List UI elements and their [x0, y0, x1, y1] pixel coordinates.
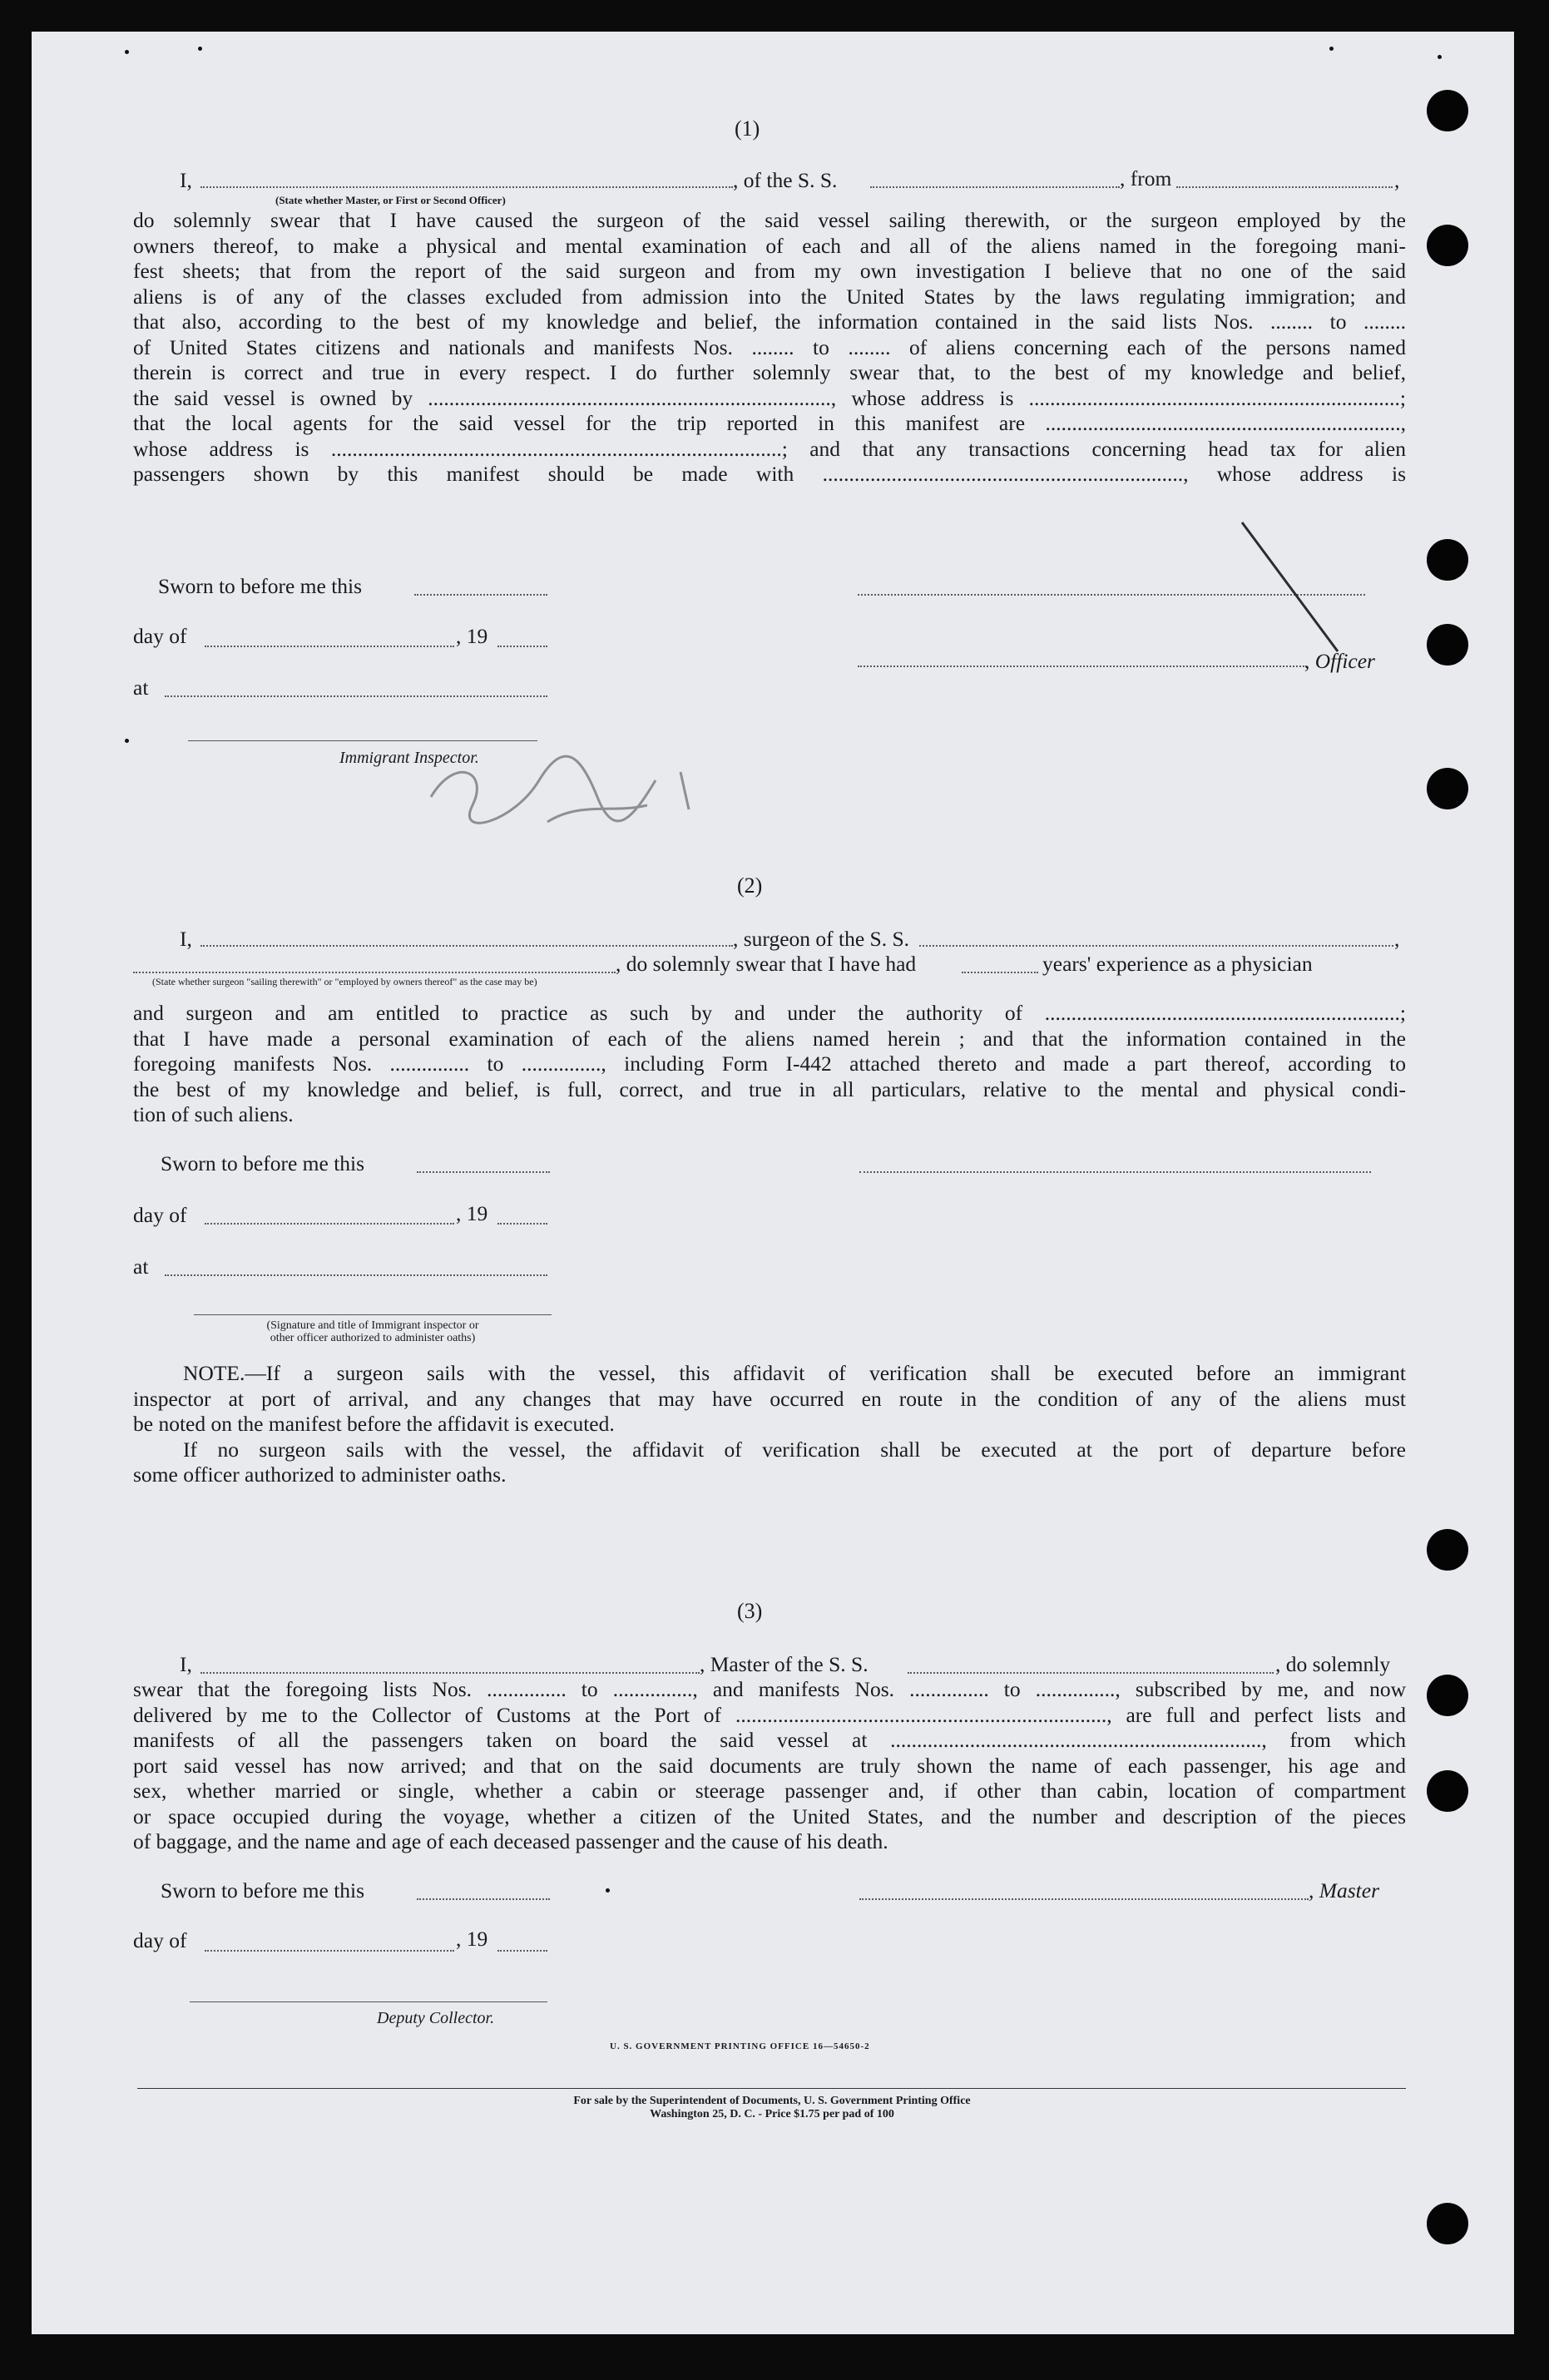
- sworn-date-field[interactable]: [414, 594, 547, 596]
- inspector-signature-line[interactable]: [194, 1314, 552, 1315]
- master-label: , Master: [1309, 1878, 1379, 1903]
- day-of-label: day of: [133, 624, 187, 648]
- day-field[interactable]: [205, 1950, 454, 1952]
- from-port-field[interactable]: [1176, 186, 1393, 188]
- sworn-date-field[interactable]: [417, 1898, 550, 1900]
- gpo-imprint: U. S. GOVERNMENT PRINTING OFFICE 16—54650-2: [610, 2041, 870, 2051]
- body-line: that also, according to the best of my knowledge and belief, the information contained in the said lists Nos. ........ to ........: [133, 309, 1406, 334]
- stamp-ghost-text: [897, 539, 1313, 739]
- section-1-body: [133, 208, 1406, 487]
- body-line: delivered by me to the Collector of Customs at the Port of ......................................................................, are full and perfect lists and: [133, 1702, 1406, 1727]
- body-line: and surgeon and am entitled to practice as such by and under the authority of ...................................................................;: [133, 1001, 1406, 1025]
- year-label: , 19: [456, 624, 488, 648]
- at-label: at: [133, 675, 149, 700]
- note-line: some officer authorized to administer oaths.: [133, 1462, 507, 1487]
- surgeon-name-field[interactable]: [200, 945, 733, 947]
- note-line: be noted on the manifest before the affidavit is executed.: [133, 1412, 615, 1436]
- year-field[interactable]: [497, 1950, 547, 1952]
- binder-hole: [1427, 1770, 1468, 1812]
- surgeon-vessel-field[interactable]: [919, 945, 1393, 947]
- collector-label: Deputy Collector.: [377, 2009, 495, 2027]
- years-label: years' experience as a physician: [1042, 952, 1313, 976]
- sig-note-2: other officer authorized to administer oaths): [270, 1332, 476, 1344]
- sale-notice-2: Washington 25, D. C. - Price $1.75 per pad of 100: [650, 2108, 894, 2120]
- inspector-label: Immigrant Inspector.: [339, 749, 479, 767]
- binder-hole: [1427, 1529, 1468, 1571]
- binder-hole: [1427, 624, 1468, 666]
- officer-label: , Officer: [1304, 649, 1375, 673]
- body-line: foregoing manifests Nos. ............... to ..............., including Form I-442 attached thereto and made a part thereof, according to: [133, 1051, 1406, 1076]
- section-2-note: [133, 1361, 1406, 1488]
- body-line: the said vessel is owned by ............................................................................, whose address is ......................................................................;: [133, 385, 1406, 410]
- place-field[interactable]: [165, 695, 547, 697]
- section-3-body: [133, 1677, 1406, 1855]
- years-field[interactable]: [962, 972, 1038, 973]
- place-field[interactable]: [165, 1274, 547, 1276]
- day-of-label: day of: [133, 1928, 187, 1952]
- body-line: therein is correct and true in every respect. I do further solemnly swear that, to the best of my knowledge and belief,: [133, 360, 1406, 384]
- body-line: of United States citizens and nationals and manifests Nos. ........ to ........ of aliens concerning each of the persons named: [133, 334, 1406, 359]
- surgeon-note: (State whether surgeon "sailing therewith" or "employed by owners thereof" as the case may be): [152, 976, 537, 987]
- section-2-body: [133, 1001, 1406, 1128]
- section-1-number: (1): [735, 116, 760, 141]
- sale-notice-1: For sale by the Superintendent of Documents, U. S. Government Printing Office: [573, 2095, 971, 2107]
- signature-scribble: [381, 722, 797, 839]
- body-line: sex, whether married or single, whether a cabin or steerage passenger and, if other than cabin, location of compartment: [133, 1779, 1406, 1803]
- binder-hole: [1427, 768, 1468, 809]
- section-1-i: I,: [180, 168, 192, 192]
- section-2-number: (2): [737, 873, 763, 898]
- master-of-label: , Master of the S. S.: [700, 1652, 869, 1676]
- body-line: that I have made a personal examination of each of the aliens named herein ; and that the information contained in the: [133, 1026, 1406, 1051]
- binder-hole: [1427, 225, 1468, 266]
- year-field[interactable]: [497, 646, 547, 647]
- swear-label: , do solemnly swear that I have had: [616, 952, 917, 976]
- note-line: If no surgeon sails with the vessel, the affidavit of verification shall be executed at the port of departure before: [183, 1437, 1406, 1462]
- comma: ,: [1394, 168, 1400, 192]
- from-label: , from: [1120, 166, 1172, 190]
- speck: [1329, 47, 1334, 51]
- speck: [125, 739, 129, 743]
- master-name-field[interactable]: [200, 1672, 700, 1674]
- body-line: manifests of all the passengers taken on board the said vessel at ......................................................................, from which: [133, 1728, 1406, 1752]
- body-line: passengers shown by this manifest should be made with ...................................................................., whose address is: [133, 462, 1406, 486]
- surgeon-of-label: , surgeon of the S. S.: [733, 927, 910, 951]
- of-ss-label: , of the S. S.: [733, 168, 838, 192]
- body-line: or space occupied during the voyage, whether a citizen of the United States, and the number and description of the pieces: [133, 1804, 1406, 1828]
- body-line: tion of such aliens.: [133, 1102, 294, 1126]
- master-vessel-field[interactable]: [908, 1672, 1274, 1674]
- speck: [125, 50, 129, 54]
- body-line: aliens is of any of the classes excluded from admission into the United States by the laws regulating immigration; and: [133, 284, 1406, 309]
- year-label: , 19: [456, 1927, 488, 1951]
- binder-hole: [1427, 2203, 1468, 2244]
- day-field[interactable]: [205, 1223, 454, 1225]
- speck: [1438, 55, 1442, 59]
- sworn-label: Sworn to before me this: [158, 574, 363, 598]
- vessel-name-field[interactable]: [870, 186, 1120, 188]
- sworn-label: Sworn to before me this: [161, 1878, 365, 1903]
- surgeon-type-field[interactable]: [133, 972, 616, 973]
- at-label: at: [133, 1254, 149, 1279]
- collector-signature-line[interactable]: [190, 2001, 547, 2002]
- body-line: port said vessel has now arrived; and that on the said documents are truly shown the name of each passenger, his age and: [133, 1753, 1406, 1778]
- body-line: owners thereof, to make a physical and mental examination of each and all of the aliens named in the foregoing mani-: [133, 233, 1406, 258]
- note-line: NOTE.—If a surgeon sails with the vessel, this affidavit of verification shall be executed before an immigrant: [183, 1361, 1406, 1385]
- section-3-i: I,: [180, 1652, 192, 1676]
- comma: ,: [1394, 927, 1400, 951]
- footer-rule: [137, 2088, 1406, 2089]
- section-3-number: (3): [737, 1599, 763, 1623]
- surgeon-signature-line[interactable]: [859, 1171, 1371, 1173]
- body-line: fest sheets; that from the report of the said surgeon and from my own investigation I believe that no one of the said: [133, 259, 1406, 283]
- body-line: do solemnly swear that I have caused the surgeon of the said vessel sailing therewith, or the surgeon employed by the: [133, 208, 1406, 232]
- body-line: swear that the foregoing lists Nos. ............... to ..............., and manifests Nos. ............... to ..............., subscribed by me, and now: [133, 1677, 1406, 1701]
- officer-title-field[interactable]: [200, 186, 733, 188]
- speck: [198, 47, 202, 51]
- sig-note-1: (Signature and title of Immigrant inspector or: [266, 1319, 479, 1332]
- body-line: the best of my knowledge and belief, is full, correct, and true in all particulars, relative to the mental and physical condi-: [133, 1076, 1406, 1101]
- master-signature-line[interactable]: [859, 1898, 1309, 1900]
- binder-hole: [1427, 90, 1468, 131]
- speck: [606, 1888, 610, 1893]
- day-field[interactable]: [205, 646, 454, 647]
- sworn-label: Sworn to before me this: [161, 1151, 365, 1175]
- year-label: , 19: [456, 1201, 488, 1225]
- day-of-label: day of: [133, 1203, 187, 1227]
- sworn-date-field[interactable]: [417, 1171, 550, 1173]
- body-line: of baggage, and the name and age of each deceased passenger and the cause of his death.: [133, 1829, 888, 1853]
- solemnly-label: , do solemnly: [1275, 1652, 1391, 1676]
- body-line: whose address is .....................................................................................; and that any transactions concerning head tax for alien: [133, 436, 1406, 461]
- officer-note: (State whether Master, or First or Second Officer): [275, 194, 506, 206]
- note-line: inspector at port of arrival, and any changes that may have occurred en route in the condition of any of the aliens must: [133, 1386, 1406, 1411]
- binder-hole: [1427, 539, 1468, 581]
- form-page: [32, 32, 1514, 2334]
- year-field[interactable]: [497, 1223, 547, 1225]
- section-2-i: I,: [180, 927, 192, 951]
- binder-hole: [1427, 1675, 1468, 1716]
- body-line: that the local agents for the said vessel for the trip reported in this manifest are ...................................................................,: [133, 411, 1406, 435]
